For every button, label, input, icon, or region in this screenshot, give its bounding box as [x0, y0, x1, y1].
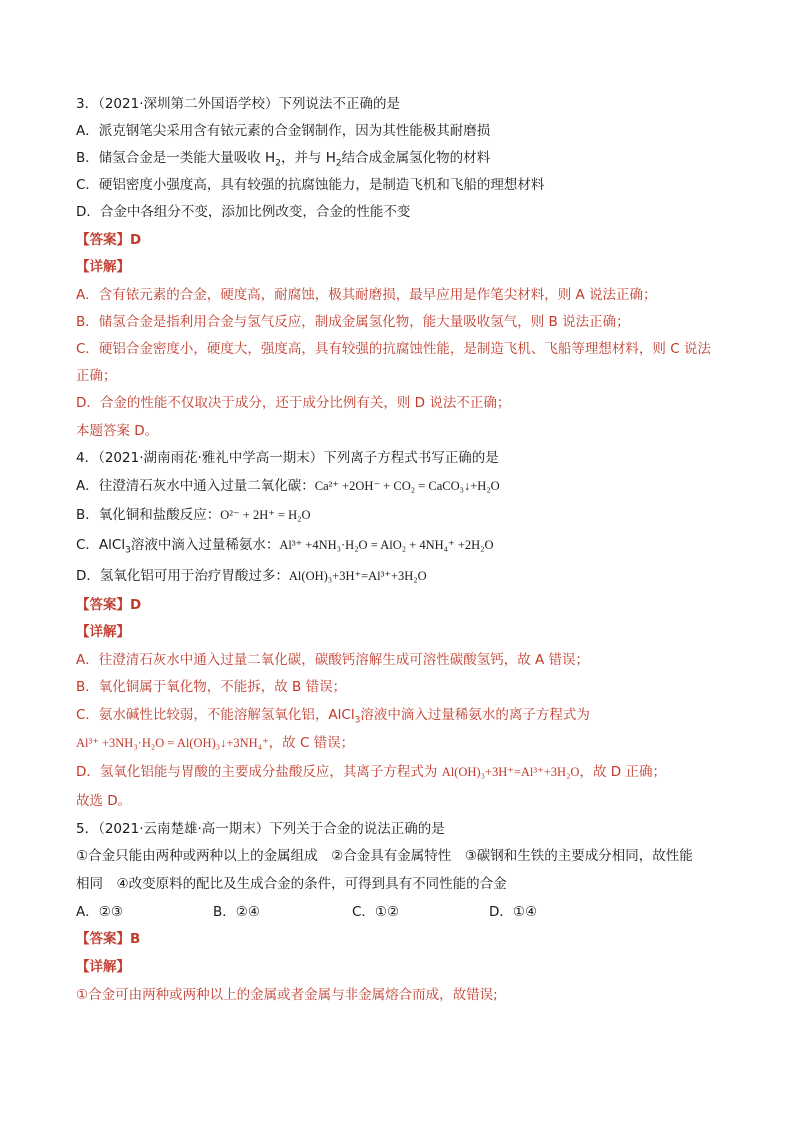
equation-c-correct: Al³⁺ +3NH₃·H₂O = Al(OH)₃↓+3NH₄⁺	[76, 736, 269, 750]
question-3-option-c: C．硬铝密度小强度高，具有较强的抗腐蚀能力，是制造飞机和飞船的理想材料	[76, 177, 545, 193]
question-4-answer: 【答案】D	[76, 597, 142, 613]
equation-d-correct: Al(OH)₃+3H⁺=Al³⁺+3H₂O	[441, 765, 580, 779]
question-4-option-b: B．氧化铜和盐酸反应：O²⁻ + 2H⁺ = H₂O	[76, 507, 311, 523]
question-3-conclusion: 本题答案 D。	[76, 423, 159, 439]
question-4-option-d: D．氢氧化铝可用于治疗胃酸过多：Al(OH)₃+3H⁺=Al³⁺+3H₂O	[76, 568, 427, 584]
equation-a: Ca²⁺ +2OH⁻ + CO₂ = CaCO₃↓+H₂O	[314, 479, 500, 493]
question-3-option-b: B．储氢合金是一类能大量吸收 $H_2$，并与 $H_2$结合成金属氢化物的材料	[76, 150, 491, 169]
question-3-explanation-b: B．储氢合金是指利用合金与氢气反应，制成金属氢化物，能大量吸收氢气，则 B 说法正确；	[76, 314, 630, 330]
equation-c: Al³⁺ +4NH₃·H₂O = AlO₂ + 4NH₄⁺ +2H₂O	[279, 538, 494, 552]
question-4-explanation-c-cont: Al³⁺ +3NH₃·H₂O = Al(OH)₃↓+3NH₄⁺，故 C 错误；	[76, 735, 355, 751]
question-4-stem: 4．（2021·湖南雨花·雅礼中学高一期末）下列离子方程式书写正确的是	[76, 450, 499, 466]
question-3-option-a: A．派克钢笔尖采用含有铱元素的合金钢制作，因为其性能极其耐磨损	[76, 123, 491, 139]
question-5-options	[76, 902, 537, 922]
question-5-explanation-1: ①合金可由两种或两种以上的金属或者金属与非金属熔合而成，故错误;	[76, 987, 498, 1003]
equation-d: Al(OH)₃+3H⁺=Al³⁺+3H₂O	[288, 569, 427, 583]
question-4-explanation-d: D．氢氧化铝能与胃酸的主要成分盐酸反应，其离子方程式为 Al(OH)₃+3H⁺=Al³⁺+3H₂O，故 D 正确；	[76, 764, 666, 780]
question-4-conclusion: 故选 D。	[76, 793, 132, 809]
question-4-option-c: C．AlCl$_3$溶液中滴入过量稀氨水：Al³⁺ +4NH₃·H₂O = AlO₂ + 4NH₄⁺ +2H₂O	[76, 537, 494, 556]
question-5-statements-cont: 相同 ④改变原料的配比及生成合金的条件，可得到具有不同性能的合金	[76, 876, 507, 892]
question-5-statements: ①合金只能由两种或两种以上的金属组成 ②合金具有金属特性 ③碳钢和生铁的主要成分相同，故性能	[76, 848, 693, 864]
question-3-explanation-d: D．合金的性能不仅取决于成分，还于成分比例有关，则 D 说法不正确；	[76, 395, 511, 411]
question-5-option-a: A．②③	[76, 904, 123, 920]
question-4-explanation-a: A．往澄清石灰水中通入过量二氧化碳，碳酸钙溶解生成可溶性碳酸氢钙，故 A 错误；	[76, 652, 590, 668]
question-5-answer: 【答案】B	[76, 931, 141, 947]
question-5-stem: 5．（2021·云南楚雄·高一期末）下列关于合金的说法正确的是	[76, 821, 445, 837]
question-3-explanation-c-cont: 正确；	[76, 368, 117, 384]
question-3-detail-heading: 【详解】	[76, 259, 130, 275]
question-5-detail-heading: 【详解】	[76, 959, 130, 975]
question-5-option-b: B．②④	[213, 904, 260, 920]
question-4-explanation-c: C．氨水碱性比较弱，不能溶解氢氧化铝，AlCl$_3$溶液中滴入过量稀氨水的离子方程式为	[76, 707, 590, 726]
question-3-option-d: D．合金中各组分不变，添加比例改变，合金的性能不变	[76, 204, 411, 220]
question-4-detail-heading: 【详解】	[76, 624, 130, 640]
equation-b: O²⁻ + 2H⁺ = H₂O	[220, 508, 311, 522]
question-4-option-a: A．往澄清石灰水中通入过量二氧化碳：Ca²⁺ +2OH⁻ + CO₂ = CaCO₃↓+H₂O	[76, 478, 500, 494]
question-3-explanation-c: C．硬铝合金密度小，硬度大，强度高，具有较强的抗腐蚀性能，是制造飞机、飞船等理想材料，则 C 说法	[76, 341, 711, 357]
question-5-option-c: C．①②	[352, 904, 400, 920]
question-4-explanation-b: B．氧化铜属于氧化物，不能拆，故 B 错误；	[76, 679, 347, 695]
question-3-stem: 3．（2021·深圳第二外国语学校）下列说法不正确的是	[76, 96, 400, 112]
question-5-option-d: D．①④	[489, 904, 538, 920]
question-3-answer: 【答案】D	[76, 232, 142, 248]
question-3-explanation-a: A．含有铱元素的合金，硬度高，耐腐蚀，极其耐磨损，最早应用是作笔尖材料，则 A 说法正确；	[76, 287, 657, 303]
